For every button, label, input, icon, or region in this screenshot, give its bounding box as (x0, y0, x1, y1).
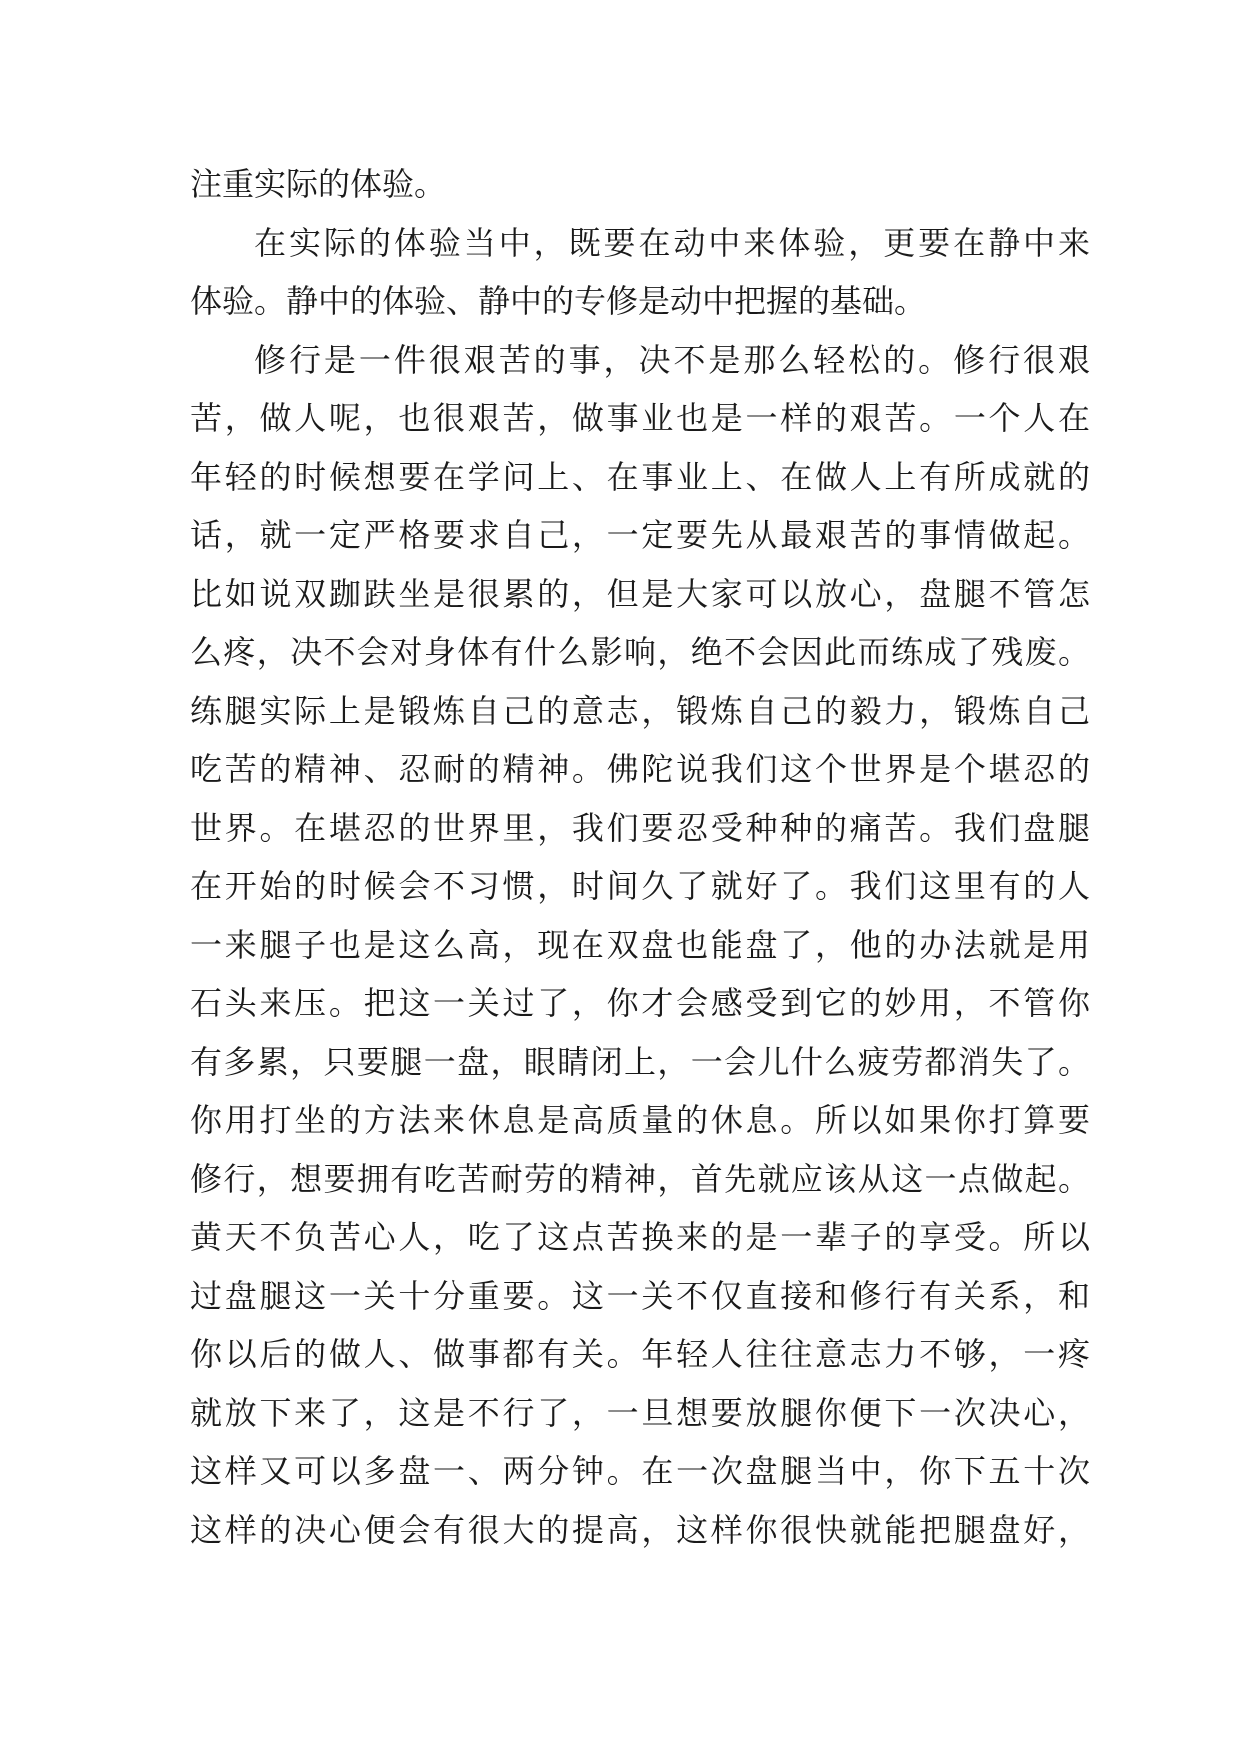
text-line: 注重实际的体验。 (190, 165, 447, 203)
body-text (190, 155, 1090, 1559)
text-line: 你以后的做人、做事都有关。年轻人往往意志力不够，一疼 (190, 1335, 1090, 1373)
text-line: 在开始的时候会不习惯，时间久了就好了。我们这里有的人 (190, 867, 1090, 905)
paragraph-first-line: 修行是一件很艰苦的事，决不是那么轻松的。修行很艰 (254, 340, 1090, 379)
text-line: 修行，想要拥有吃苦耐劳的精神，首先就应该从这一点做起。 (190, 1159, 1090, 1198)
paragraph-first-line: 在实际的体验当中，既要在动中来体验，更要在静中来 (254, 223, 1090, 262)
text-line: 有多累，只要腿一盘，眼睛闭上，一会儿什么疲劳都消失了。 (190, 1042, 1090, 1081)
text-line: 体验。静中的体验、静中的专修是动中把握的基础。 (190, 282, 927, 320)
text-line: 吃苦的精神、忍耐的精神。佛陀说我们这个世界是个堪忍的 (190, 750, 1090, 788)
text-line: 世界。在堪忍的世界里，我们要忍受种种的痛苦。我们盘腿 (190, 808, 1090, 847)
text-line: 你用打坐的方法来休息是高质量的休息。所以如果你打算要 (190, 1101, 1090, 1139)
text-line: 就放下来了，这是不行了，一旦想要放腿你便下一次决心， (190, 1393, 1090, 1432)
text-line: 年轻的时候想要在学问上、在事业上、在做人上有所成就的 (190, 457, 1090, 496)
text-line: 这样又可以多盘一、两分钟。在一次盘腿当中，你下五十次 (190, 1452, 1090, 1490)
text-line: 石头来压。把这一关过了，你才会感受到它的妙用，不管你 (190, 984, 1090, 1022)
text-line: 这样的决心便会有很大的提高，这样你很快就能把腿盘好， (190, 1510, 1090, 1549)
text-line: 苦，做人呢，也很艰苦，做事业也是一样的艰苦。一个人在 (190, 399, 1090, 437)
text-line: 比如说双跏趺坐是很累的，但是大家可以放心，盘腿不管怎 (190, 574, 1090, 613)
text-line: 过盘腿这一关十分重要。这一关不仅直接和修行有关系，和 (190, 1276, 1090, 1315)
text-line: 黄天不负苦心人，吃了这点苦换来的是一辈子的享受。所以 (190, 1218, 1090, 1256)
text-line: 一来腿子也是这么高，现在双盘也能盘了，他的办法就是用 (190, 925, 1090, 964)
text-line: 么疼，决不会对身体有什么影响，绝不会因此而练成了残废。 (190, 633, 1090, 671)
text-line: 话，就一定严格要求自己，一定要先从最艰苦的事情做起。 (190, 516, 1090, 554)
text-line: 练腿实际上是锻炼自己的意志，锻炼自己的毅力，锻炼自己 (190, 691, 1090, 730)
